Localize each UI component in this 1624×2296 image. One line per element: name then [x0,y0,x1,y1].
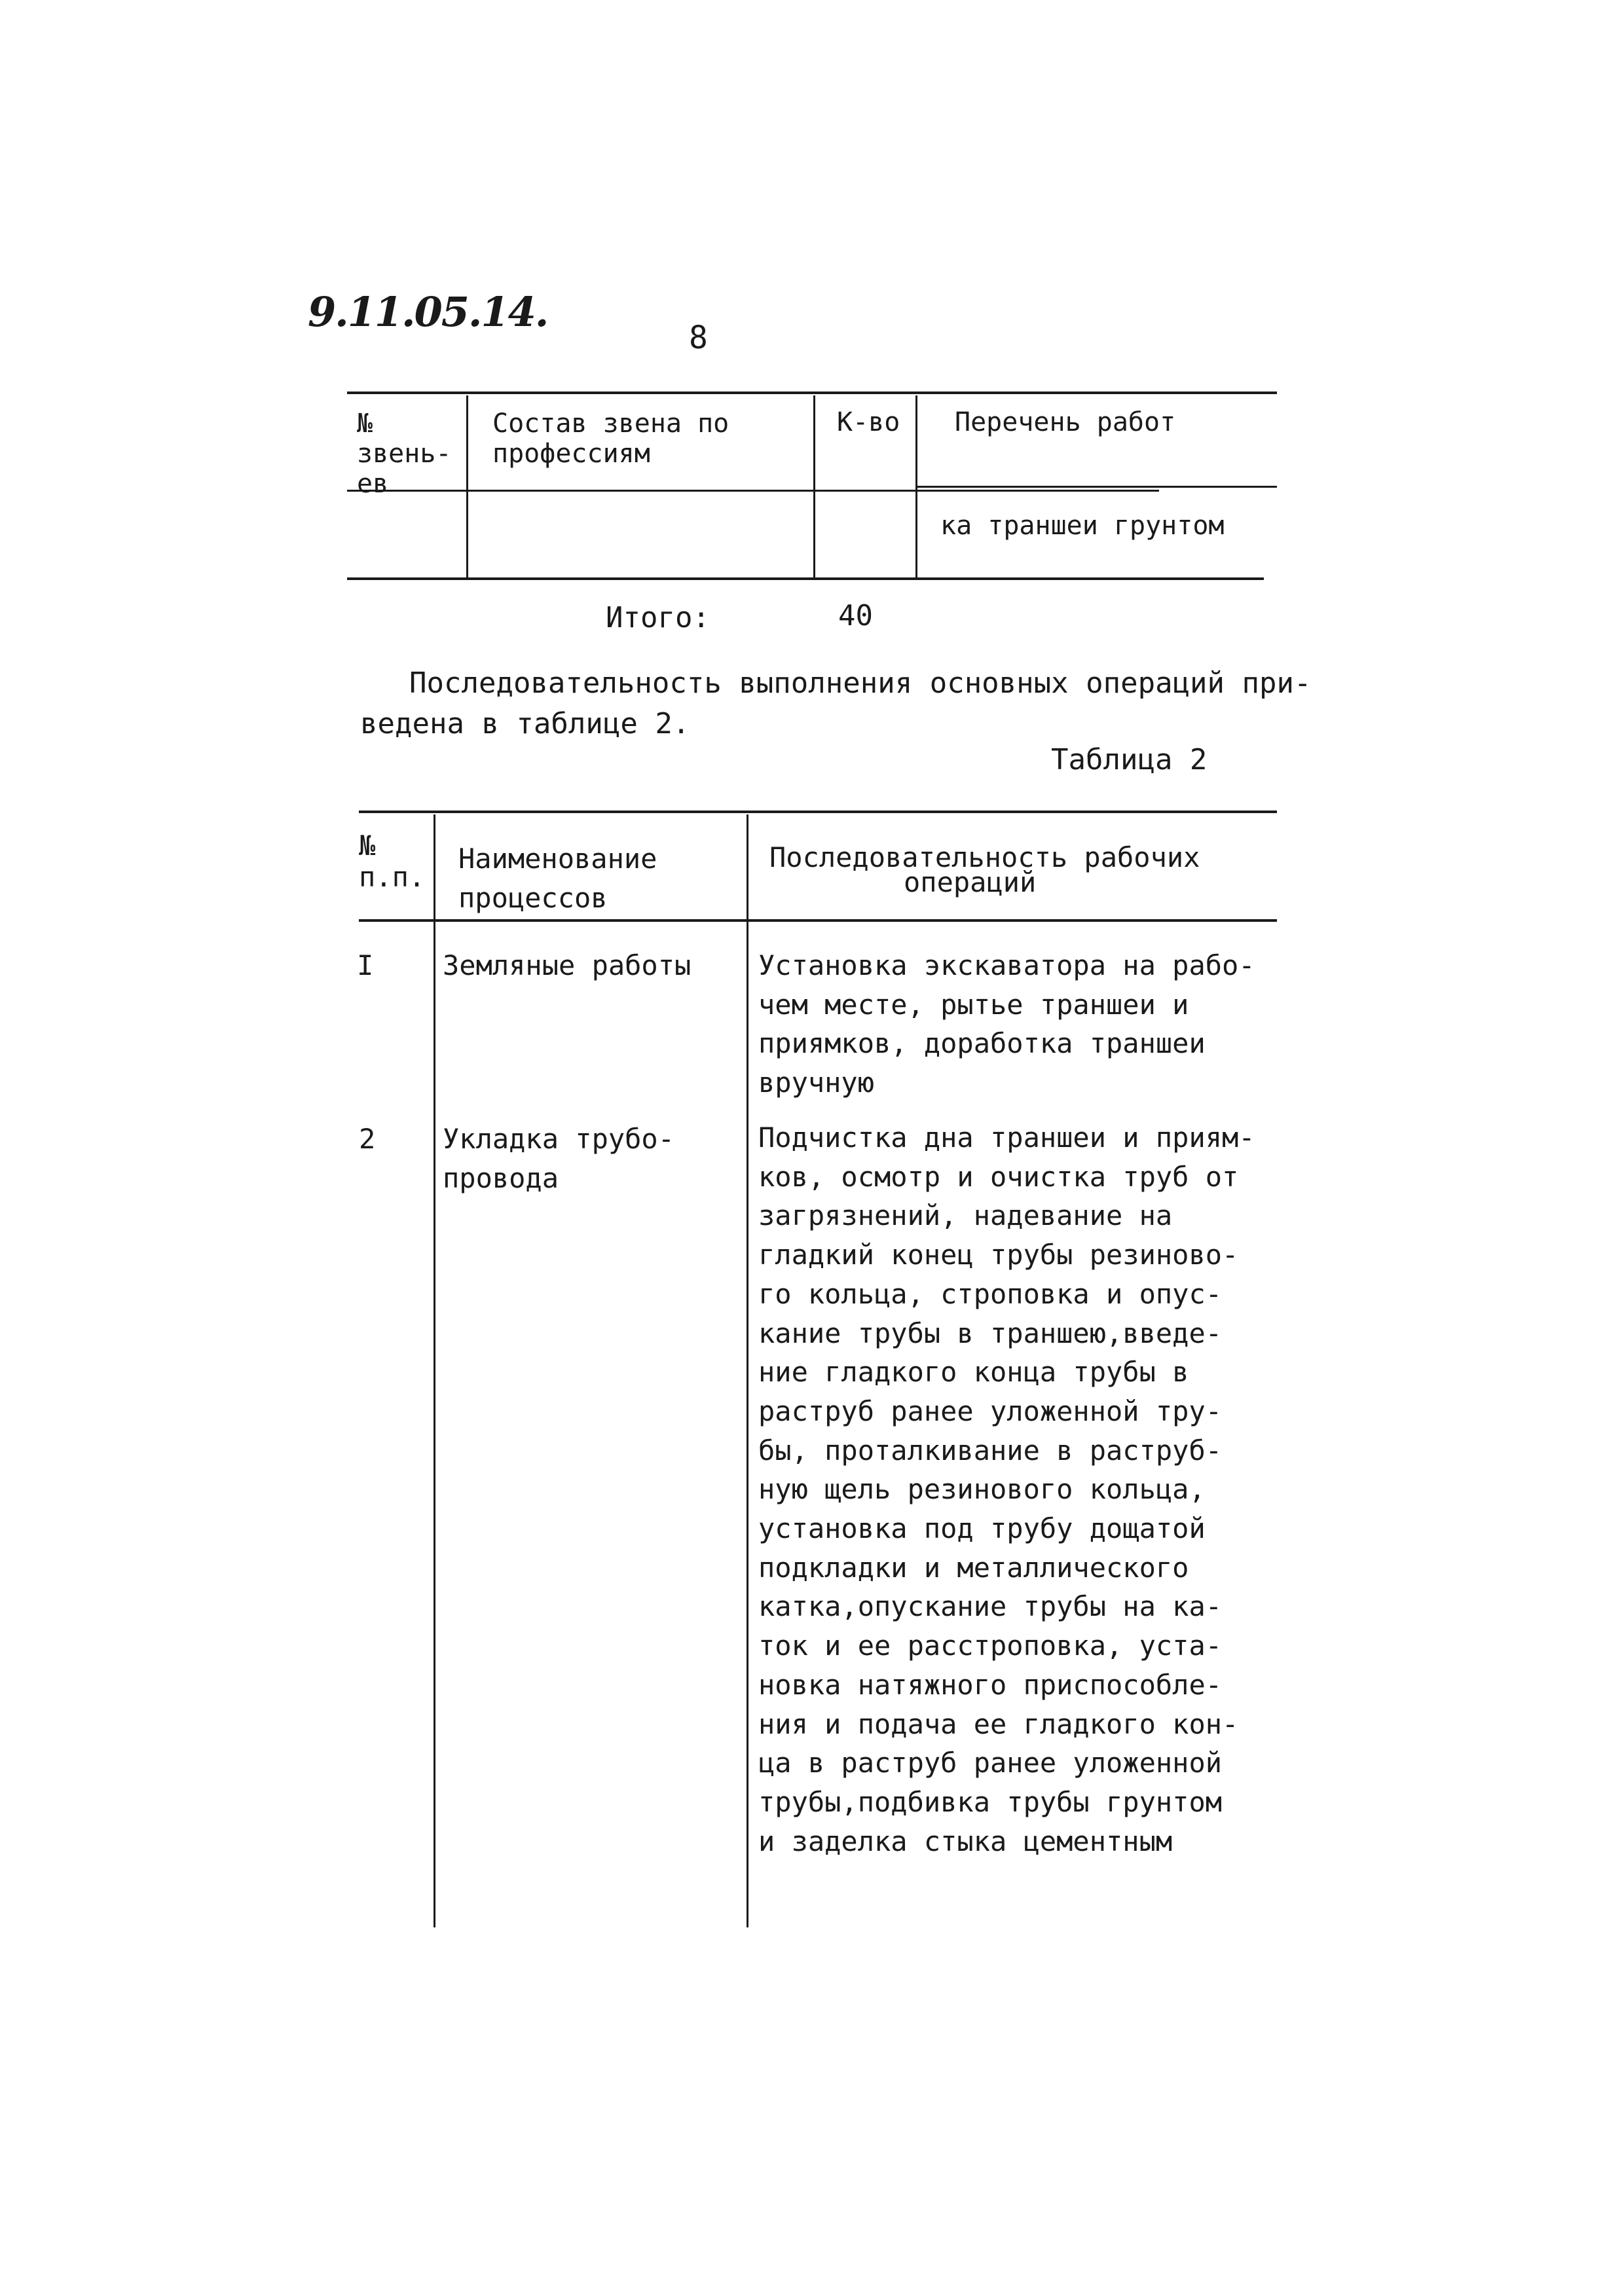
table1-header-number: № звень- ев [357,409,452,499]
table2-caption: Таблица 2 [1051,743,1208,776]
table2-col-divider-2 [747,814,748,1927]
paragraph-line-2: ведена в таблице 2. [360,707,690,740]
total-label: Итого: [606,601,710,634]
document-code: 9.11.05.14. [308,288,548,336]
table1-header-rule-right [917,486,1277,488]
table1-top-rule [347,392,1277,394]
table1-header-works: Перечень работ [955,407,1176,437]
table2-header-process-line1: Наименование [458,843,657,875]
table1-header-rule-left [347,490,1159,492]
table1-cell-works: ка траншеи грунтом [940,511,1225,541]
table1-header-quantity: К-во [837,407,900,437]
table2-row2-operations: Подчистка дна траншеи и приям- ков, осмотр и очистка труб от загрязнений, надевание на гладкий конец трубы резиново- го кольца, строповка и опус- кание трубы в траншею,введе- ние гладкого конца трубы в раструб ранее уложенной тру- бы, проталкивание в раструб- ную щель резинового кольца, установка под трубу дощатой подкладки и металлического катка,опускание трубы на ка- ток и ее расстроповка, уста- новка натяжного приспособле- ния и подача ее гладкого кон- ца в раструб ранее уложенной трубы,подбивка трубы грунтом и заделка стыка цементным [758,1121,1255,1857]
table2-row1-process: Земляные работы [443,949,692,981]
table2-header-operations-line1: Последовательность рабочих [769,841,1200,873]
paragraph-line-1: Последовательность выполнения основных операций при- [409,666,1312,700]
table1-header-composition: Состав звена по профессиям [492,409,729,469]
table1-col-divider-2 [813,395,815,577]
table2-col-divider-1 [434,814,435,1927]
table1-col-divider-1 [466,395,468,577]
total-value: 40 [838,599,873,632]
table2-header-number: № п.п. [359,829,426,893]
table1-col-divider-3 [915,395,917,577]
table2-row2-number: 2 [359,1123,376,1155]
table2-row2-process: Укладка трубо- провода [443,1123,675,1194]
table2-header-rule [359,919,1277,922]
table2-row1-number: I [357,949,374,981]
table1-bottom-rule [347,577,1264,580]
table2-top-rule [359,811,1277,813]
table2-row1-operations: Установка экскаватора на рабо- чем месте, рытье траншеи и приямков, доработка траншеи вручную [758,949,1255,1099]
table2-header-operations-line2: операций [904,866,1037,898]
page-number: 8 [689,319,708,356]
table2-header-process-line2: процессов [458,882,608,914]
